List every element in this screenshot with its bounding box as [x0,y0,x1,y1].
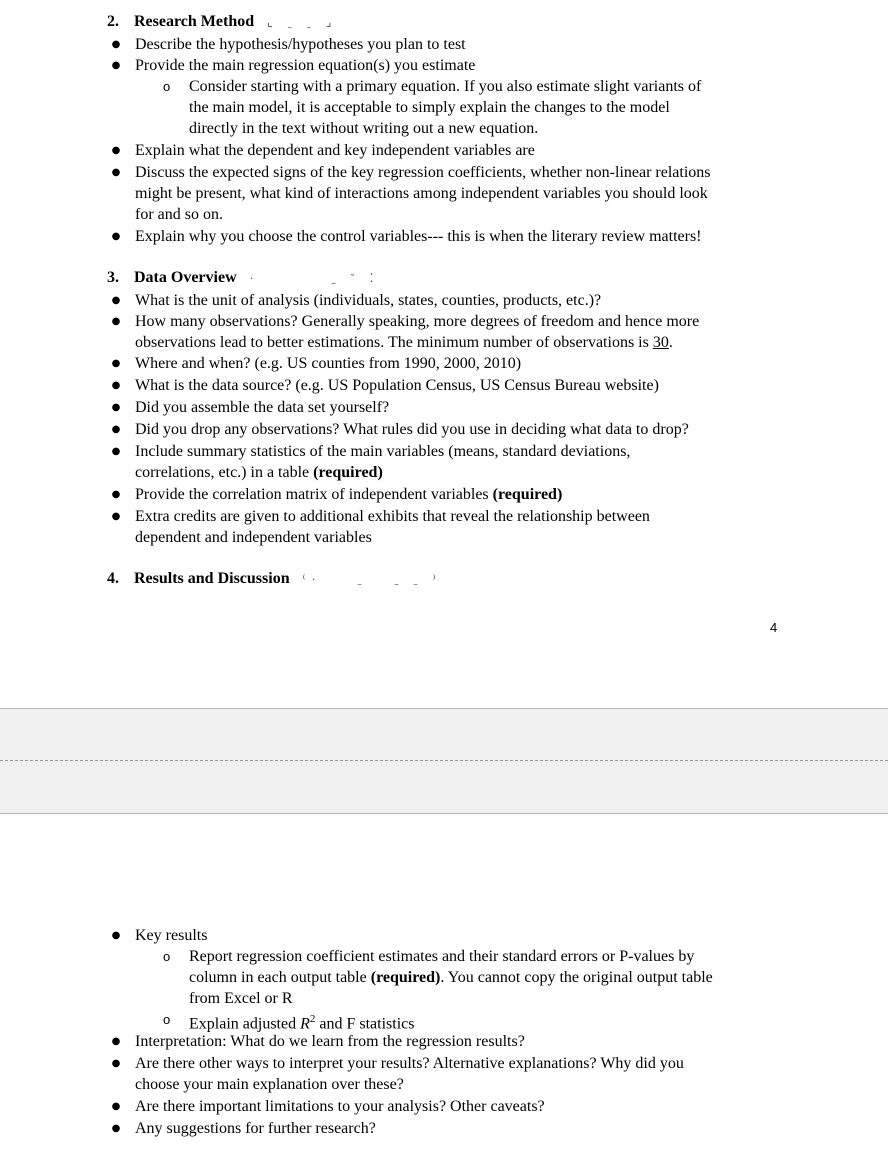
list-item: Describe the hypothesis/hypotheses you plan to test [135,36,466,53]
section-heading-results-discussion: 4. Results and Discussion ⁽· ˍ ˍ ˍ ⁾ [107,570,442,587]
sub-list-item-line: the main model, it is acceptable to simply explain the changes to the model [189,99,670,116]
bullet-icon [107,484,125,507]
list-item-line: might be present, what kind of interactions among independent variables you should look [135,185,708,202]
required-label: (required) [370,969,441,986]
list-item: Explain why you choose the control variables--- this is when the literary review matters! [135,228,702,245]
section-heading-research-method: 2. Research Method ⌞ ˍ ˍ ⌟ [107,13,338,30]
required-label: (required) [313,464,383,481]
sub-list-item-line: Report regression coefficient estimates and their standard errors or P-values by [189,948,695,965]
sub-bullet-icon [163,1009,170,1030]
list-item: Any suggestions for further research? [135,1120,376,1137]
bullet-icon [107,419,125,442]
min-observations-value: 30 [652,334,669,351]
list-item-line: dependent and independent variables [135,529,372,546]
list-item-line: correlations, etc.) in a table (required) [135,464,383,481]
list-item: Explain what the dependent and key independent variables are [135,142,535,159]
list-item-line: Extra credits are given to additional exhibits that reveal the relationship between [135,508,650,525]
scribble-mark: ⌞ ˍ ˍ ⌟ [258,15,338,29]
sub-bullet-icon [163,946,170,967]
list-item-line: Discuss the expected signs of the key regression coefficients, whether non-linear relations [135,164,711,181]
page-break-divider [0,760,888,761]
document-page-lower [0,814,888,1156]
bullet-icon [107,1118,125,1141]
sub-list-item-line: from Excel or R [189,990,293,1007]
scribble-mark: ⁽· ˍ ˍ ˍ ⁾ [293,572,442,586]
list-item-line: choose your main explanation over these? [135,1076,404,1093]
list-item: What is the unit of analysis (individuals, states, counties, products, etc.)? [135,292,602,309]
bullet-icon [107,506,125,529]
list-item-line: Include summary statistics of the main variables (means, standard deviations, [135,443,631,460]
list-item: Did you assemble the data set yourself? [135,399,390,416]
bullet-icon [107,1053,125,1076]
bullet-icon [107,226,125,249]
bullet-icon [107,311,125,334]
scribble-mark: · ˍ ˘ ⁚ [240,271,380,285]
sub-list-item-line: column in each output table (required). You cannot copy the original output table [189,969,713,986]
page-number: 4 [770,620,778,635]
bullet-icon [107,353,125,376]
bullet-icon [107,397,125,420]
list-item: What is the data source? (e.g. US Population Census, US Census Bureau website) [135,377,659,394]
bullet-icon [107,162,125,185]
sub-list-item-line: directly in the text without writing out a new equation. [189,120,539,137]
bullet-icon [107,925,125,948]
list-item: Did you drop any observations? What rules did you use in deciding what data to drop? [135,421,689,438]
list-item: Provide the main regression equation(s) you estimate [135,57,476,74]
section-heading-data-overview: 3. Data Overview · ˍ ˘ ⁚ [107,269,380,286]
list-item-line: How many observations? Generally speaking, more degrees of freedom and hence more [135,313,700,330]
list-item: Provide the correlation matrix of independent variables (required) [135,486,563,503]
bullet-icon [107,140,125,163]
sub-list-item-line: Explain adjusted $R^2$ and F statistics [189,1013,415,1033]
bullet-icon [107,1096,125,1119]
sub-bullet-icon [163,76,170,97]
bullet-icon [107,375,125,398]
required-label: (required) [492,486,563,503]
list-item-line: Are there other ways to interpret your results? Alternative explanations? Why did you [135,1055,684,1072]
r-squared-symbol: R [300,1015,310,1033]
sub-list-item-line: Consider starting with a primary equation. If you also estimate slight variants of [189,78,702,95]
list-item: Interpretation: What do we learn from the regression results? [135,1033,525,1050]
bullet-icon [107,290,125,313]
list-item: Key results [135,927,208,944]
bullet-icon [107,55,125,78]
list-item-line: observations lead to better estimations. The minimum number of observations is 30. [135,334,673,351]
bullet-icon [107,34,125,57]
bullet-icon [107,441,125,464]
bullet-icon [107,1031,125,1054]
list-item-line: for and so on. [135,206,223,223]
list-item: Are there important limitations to your analysis? Other caveats? [135,1098,545,1115]
page-break [0,708,888,814]
list-item: Where and when? (e.g. US counties from 1990, 2000, 2010) [135,355,522,372]
